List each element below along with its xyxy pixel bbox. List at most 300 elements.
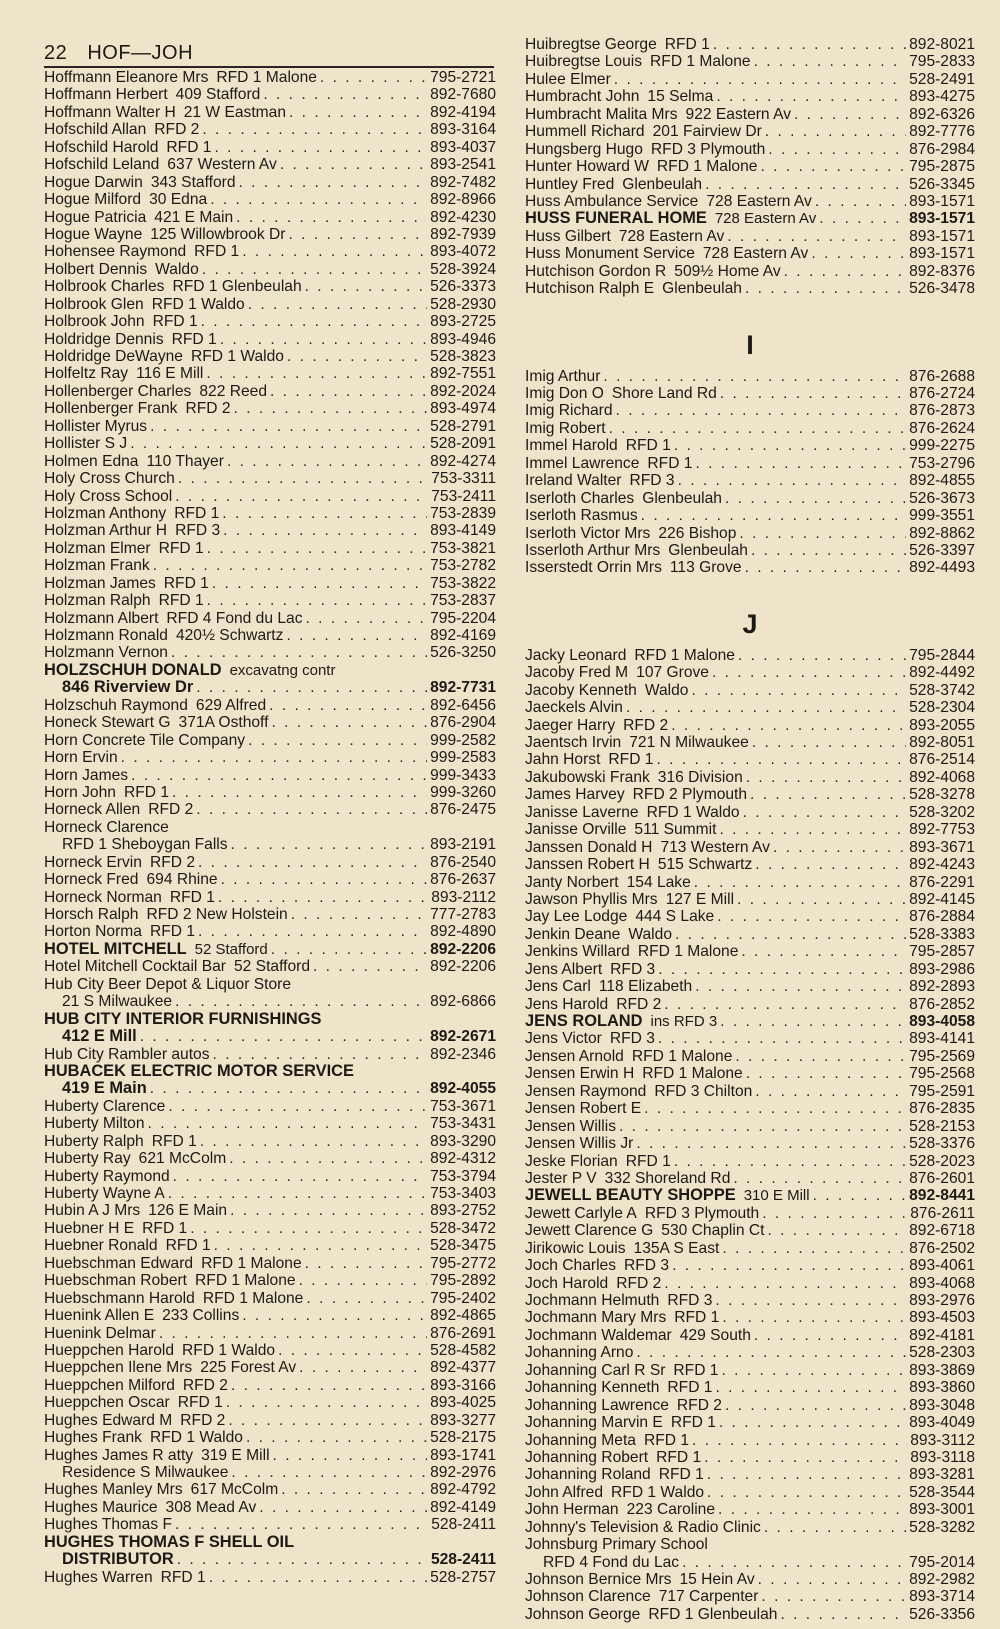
listing-address: 515 Schwartz [657,856,753,874]
listing-entry [525,507,975,524]
leader-dots [712,664,906,681]
listing-name: Huibregtse George [525,36,657,53]
listing-name: Jochmann Waldemar [525,1326,672,1344]
listing-name: Joch Harold [525,1274,609,1292]
leader-dots [236,209,427,226]
leader-dots [718,1501,906,1518]
listing-phone: 892-6456 [430,696,496,714]
listing-name: Holzmann Albert [44,609,159,627]
leader-dots [675,926,906,943]
listing-entry [44,714,496,731]
leader-dots [173,1168,427,1185]
listing-name: Immel Lawrence [525,454,640,472]
listing-phone: 892-7680 [430,86,496,104]
listing-phone: 876-2724 [909,385,975,402]
listing-entry [44,1237,496,1254]
leader-dots [754,53,907,70]
listing-phone: 876-2637 [430,871,496,889]
listing-phone: 892-4274 [430,452,496,470]
listing-phone: 876-2514 [909,751,975,769]
listing-address: Glenbeulah [642,489,722,507]
listing-entry [525,1344,975,1361]
listing-name: Hughes Edward M [44,1411,173,1429]
leader-dots [299,1359,427,1376]
listing-phone: 893-3001 [909,1501,975,1519]
listing-phone: 892-2893 [909,978,975,996]
listing-name: Hogue Milford [44,191,142,209]
listing-entry [44,209,496,226]
listing-entry [525,804,975,821]
listing-name: Iserloth Charles [525,489,635,507]
listing-address: RFD 1 [670,1414,716,1432]
listing-entry [44,1220,496,1237]
leader-dots [206,365,427,382]
leader-dots [231,1377,427,1394]
leader-dots [223,522,427,539]
leader-dots [636,1135,906,1152]
listing-name: Hoffmann Herbert [44,86,168,104]
listing-name: Ireland Walter [525,472,622,490]
leader-dots [273,1447,428,1464]
leader-dots [177,1551,428,1568]
listing-entry [44,470,496,487]
leader-dots [221,871,428,888]
listing-entry [44,993,496,1010]
listing-entry [44,1464,496,1481]
listing-name: Huenink Allen E [44,1307,155,1325]
listing-address: RFD 3 Chilton [654,1082,753,1100]
listing-entry [44,313,496,330]
listing-entry [44,592,496,609]
leader-dots [269,697,427,714]
listing-name: Johanning Arno [525,1344,634,1362]
listing-phone: 753-3431 [430,1115,496,1133]
listing-entry [525,1100,975,1117]
listing-address: 135A S East [633,1239,720,1257]
listing-address: ins RFD 3 [650,1013,718,1030]
listing-name: Huberty Clarence [44,1097,166,1115]
listing-entry [525,717,975,734]
listing-phone: 892-4493 [909,559,975,577]
leader-dots [227,453,427,470]
listing-entry [525,1309,975,1326]
leader-dots [202,121,427,138]
leader-dots [767,1222,906,1239]
listing-name: 419 E Main [62,1080,147,1098]
listing-address: 319 E Mill [201,1446,270,1464]
listing-name: HUBACEK ELECTRIC MOTOR SERVICE [44,1062,354,1080]
listing-entry [525,1118,975,1135]
listing-name: Johnson Bernice Mrs [525,1571,672,1588]
listing-entry [44,644,496,661]
listing-entry [44,1168,496,1185]
listing-entry [44,557,496,574]
listing-entry [525,472,975,489]
listing-phone: 876-2691 [430,1324,496,1342]
listing-address: RFD 1 [142,1219,188,1237]
listing-phone: 528-2175 [430,1429,496,1447]
listing-phone: 893-4068 [909,1274,975,1292]
listing-phone: 892-4890 [430,923,496,941]
listing-address: 126 E Main [148,1202,228,1220]
listing-name: Horn Ervin [44,749,118,767]
leader-dots [281,1481,427,1498]
section-letter-i: I [746,329,754,360]
listing-name: 21 S Milwaukee [62,993,173,1011]
leader-dots [306,1290,427,1307]
listing-entry [44,1499,496,1516]
listing-name: Jensen Robert E [525,1100,642,1118]
listing-address: RFD 1 [152,313,198,331]
listing-entry [44,69,496,86]
listing-phone: 999-3260 [430,783,496,801]
listing-phone: 893-3860 [909,1379,975,1397]
listing-address: RFD 1 [608,751,654,769]
leader-dots [299,1272,428,1289]
listing-entry [44,86,496,103]
listing-name: Hollister S J [44,435,128,453]
listing-entry [525,699,975,716]
listing-name: Janisse Orville [525,821,627,839]
listing-name: Jahn Horst [525,751,601,769]
listing-address: RFD 1 [643,1431,690,1449]
listing-name: Johanning Lawrence [525,1396,669,1414]
leader-dots [616,402,907,419]
listing-name: Imig Arthur [525,367,601,385]
listing-name: DISTRIBUTOR [62,1551,174,1569]
listing-name: Hollenberger Frank [44,400,178,418]
listing-address: 223 Caroline [626,1501,716,1519]
listing-entry [525,1571,975,1588]
listing-entry [525,682,975,699]
leader-dots [738,647,906,664]
listing-entry [525,856,975,873]
listing-entry [44,1290,496,1307]
listing-name: Jacoby Kenneth [525,681,637,699]
leader-dots [717,908,906,925]
listing-phone: 893-1741 [430,1446,496,1464]
listing-name: Hueppchen Milford [44,1376,175,1394]
listing-address: 110 Thayer [146,452,224,470]
listing-address: RFD 1 Waldo [646,803,740,821]
listing-phone: 528-3742 [909,681,975,699]
listing-phone: 753-3821 [430,539,496,557]
section-j-listings [525,647,975,1624]
leader-dots [658,961,906,978]
leader-dots [248,732,427,749]
listing-name: Jochmann Helmuth [525,1292,660,1309]
listing-phone: 893-3290 [430,1132,496,1150]
listing-name: Holzman Arthur H [44,522,168,540]
leader-dots [672,1257,906,1274]
listing-phone: 893-4149 [430,522,496,540]
right-listings [525,36,975,1623]
listing-phone: 528-3202 [909,803,975,821]
leader-dots [228,1412,427,1429]
listing-address: RFD 3 [609,1030,655,1048]
listing-name: Jewett Clarence G [525,1222,654,1240]
listing-address: 713 Western Av [660,838,770,856]
listing-address: 226 Bishop [658,524,737,542]
listing-address: 637 Western Av [167,156,277,174]
listing-entry [44,836,496,853]
listing-address: 52 Stafford [194,940,268,958]
listing-entry [525,786,975,803]
leader-dots [209,1569,427,1586]
listing-phone: 528-3475 [430,1237,496,1255]
listing-name: 412 E Mill [62,1028,137,1046]
listing-entry [44,575,496,592]
listing-phone: 526-3478 [909,280,975,298]
listing-address: RFD 1 Malone [634,646,735,664]
listing-address: 530 Chaplin Ct [661,1222,765,1240]
leader-dots [214,139,427,156]
listing-address: 922 Eastern Av [685,105,791,123]
leader-dots [815,193,906,210]
listing-name: Hughes Frank [44,1429,142,1447]
listing-address: 113 Grove [669,559,742,577]
listing-name: Hogue Darwin [44,173,143,191]
listing-phone: 876-2904 [430,714,496,732]
listing-address: RFD 1 Malone [631,1047,733,1065]
listing-phone: 795-2568 [909,1065,975,1083]
listing-address: RFD 1 Malone [650,53,751,71]
leader-dots [246,1429,427,1446]
listing-phone: 892-7551 [430,365,496,383]
leader-dots [735,1048,906,1065]
leader-dots [658,1030,906,1047]
listing-name: Isserstedt Orrin Mrs [525,559,662,577]
listing-address: RFD 3 [175,522,221,540]
leader-dots [743,804,907,821]
listing-address: RFD 2 [616,1274,662,1292]
listing-address: 728 Eastern Av [706,192,812,210]
listing-phone: 999-2275 [909,437,975,455]
leader-dots [695,455,906,472]
listing-address: RFD 2 [616,995,662,1013]
listing-entry [44,418,496,435]
listing-name: Imig Robert [525,419,606,437]
page-header [44,40,494,68]
listing-name: Hub City Beer Depot & Liquor Store [44,975,292,993]
leader-dots [159,1325,427,1342]
listing-entry [525,1240,975,1257]
listing-entry [525,437,975,454]
listing-phone: 528-3924 [430,260,496,278]
listing-address: 721 N Milwaukee [629,734,749,751]
listing-name: Jacky Leonard [525,646,627,664]
leader-dots [691,682,906,699]
listing-address: 343 Stafford [150,173,236,191]
listing-phone: 893-1571 [909,192,975,210]
listing-entry [44,296,496,313]
listing-entry [525,1397,975,1414]
listing-entry [525,751,975,768]
listing-name: Holdridge DeWayne [44,348,183,365]
listing-phone: 892-4855 [909,472,975,490]
leader-dots [288,226,427,243]
listing-phone: 893-1571 [909,210,975,228]
listing-name: Horneck Norman [44,888,162,906]
listing-entry [44,1011,496,1028]
listing-name: Hunter Howard W [525,158,649,176]
listing-address: RFD 3 [610,960,656,978]
listing-phone: 526-3250 [430,644,496,662]
leader-dots [131,767,427,784]
leader-dots [722,1240,906,1257]
listing-entry [44,1307,496,1324]
leader-dots [259,1499,427,1516]
listing-phone: 893-3118 [910,1448,975,1466]
listing-name: Hughes Warren [44,1568,153,1586]
listing-address: Glenbeulah [622,175,703,193]
listing-address: 728 Eastern Av [714,210,817,228]
listing-entry [44,104,496,121]
leader-dots [755,1083,906,1100]
listing-name: Imig Don O [525,385,604,402]
listing-entry [525,978,975,995]
section-letter-j: J [742,608,758,639]
listing-address: 127 E Mill [665,890,735,908]
listing-name: Hollister Myrus [44,417,148,435]
listing-entry [525,402,975,419]
listing-phone: 893-4072 [430,243,496,261]
leader-dots [198,923,427,940]
leader-dots [780,1606,906,1623]
listing-entry [525,891,975,908]
listing-address: 728 Eastern Av [618,227,725,245]
listing-entry [525,664,975,681]
listing-address: 118 Elizabeth [598,978,693,996]
listing-entry [525,1484,975,1501]
listing-phone: 528-3472 [430,1219,496,1237]
listing-address: RFD 1 [174,504,220,522]
listing-name: Janisse Laverne [525,803,639,821]
listing-name: HOTEL MITCHELL [44,940,187,958]
listing-entry [525,455,975,472]
listing-entry [525,1135,975,1152]
listing-name: Jewett Carlyle A [525,1204,637,1222]
listing-phone: 876-2611 [910,1204,975,1222]
listing-phone: 795-2844 [909,646,975,664]
listing-phone: 528-2411 [431,1516,496,1534]
leader-dots [291,906,427,923]
listing-entry [525,1414,975,1431]
listing-address: 511 Summit [634,821,717,839]
listing-address: RFD 1 [625,437,671,455]
listing-entry [525,1501,975,1518]
listing-name: Holbrook John [44,313,145,331]
listing-entry [44,1202,496,1219]
leader-dots [713,36,906,53]
listing-name: Jakubowski Frank [525,768,650,786]
listing-phone: 876-2852 [909,995,975,1013]
listing-entry [525,1449,975,1466]
listing-entry [44,522,496,539]
listing-entry [44,1551,496,1568]
listing-phone: 892-6718 [909,1222,975,1240]
listing-entry [44,610,496,627]
listing-phone: 876-2475 [430,801,496,819]
listing-address: RFD 1 [151,1132,197,1150]
listing-name: Jens Albert [525,960,603,978]
listing-phone: 893-2752 [430,1202,496,1220]
leader-dots [231,1464,427,1481]
listing-phone: 528-3278 [909,786,975,804]
listing-address: RFD 3 [667,1292,713,1309]
listing-entry [44,1272,496,1289]
listing-phone: 526-3356 [909,1605,975,1623]
listing-name: Johanning Roland [525,1466,651,1484]
listing-phone: 876-2601 [909,1169,975,1187]
listing-entry [44,1412,496,1429]
listing-address: RFD 1 Glenbeulah [172,278,302,296]
leader-dots [761,1588,906,1605]
listing-phone: 893-4058 [909,1013,975,1030]
listing-entry [525,280,975,297]
leader-dots [720,385,906,402]
listing-phone: 528-2411 [430,1551,496,1569]
listing-name: Hohensee Raymond [44,243,187,261]
listing-entry [525,1519,975,1536]
listing-entry [525,368,975,385]
listing-address: 822 Reed [199,382,267,400]
leader-dots [200,1133,427,1150]
listing-address: 116 E Mill [136,365,204,383]
listing-entry [525,158,975,175]
listing-entry [525,1048,975,1065]
leader-dots [242,243,427,260]
leader-dots [760,158,906,175]
listing-name: Jester P V [525,1169,597,1187]
listing-name: Immel Harold [525,437,618,455]
listing-entry [525,263,975,280]
listing-phone: 777-2783 [430,906,496,923]
listing-name: Jenkin Deane [525,925,621,943]
listing-address: RFD 3 [624,1257,670,1275]
listing-phone: 893-2191 [430,836,496,854]
listing-name: Hofschild Harold [44,138,159,156]
listing-entry [44,243,496,260]
leader-dots [674,437,906,454]
listing-name: Jaeger Harry [525,716,616,734]
leader-dots [218,889,428,906]
listing-address: RFD 2 [623,716,669,734]
listing-entry [44,1569,496,1586]
listing-entry [44,732,496,749]
listing-entry [44,923,496,940]
listing-phone: 892-2346 [430,1045,496,1063]
listing-phone: 999-2582 [430,731,496,749]
listing-phone: 876-2540 [430,853,496,871]
listing-entry [525,1257,975,1274]
listing-entry [525,1222,975,1239]
listing-entry [44,662,496,679]
listing-phone: 893-4503 [909,1309,975,1327]
leader-dots [231,836,428,853]
listing-name: Huebschman Robert [44,1272,188,1290]
listing-phone: 892-6326 [909,105,975,123]
listing-entry [525,996,975,1013]
listing-address: 509½ Home Av [674,262,781,280]
listing-entry [525,1379,975,1396]
listing-address: 201 Fairview Dr [652,123,762,141]
listing-name: Jens Carl [525,978,591,996]
listing-phone: 893-4974 [430,400,496,418]
listing-address: 30 Edna [149,191,208,209]
listing-phone: 893-4037 [430,138,496,156]
listing-name: HUB CITY INTERIOR FURNISHINGS [44,1010,322,1028]
